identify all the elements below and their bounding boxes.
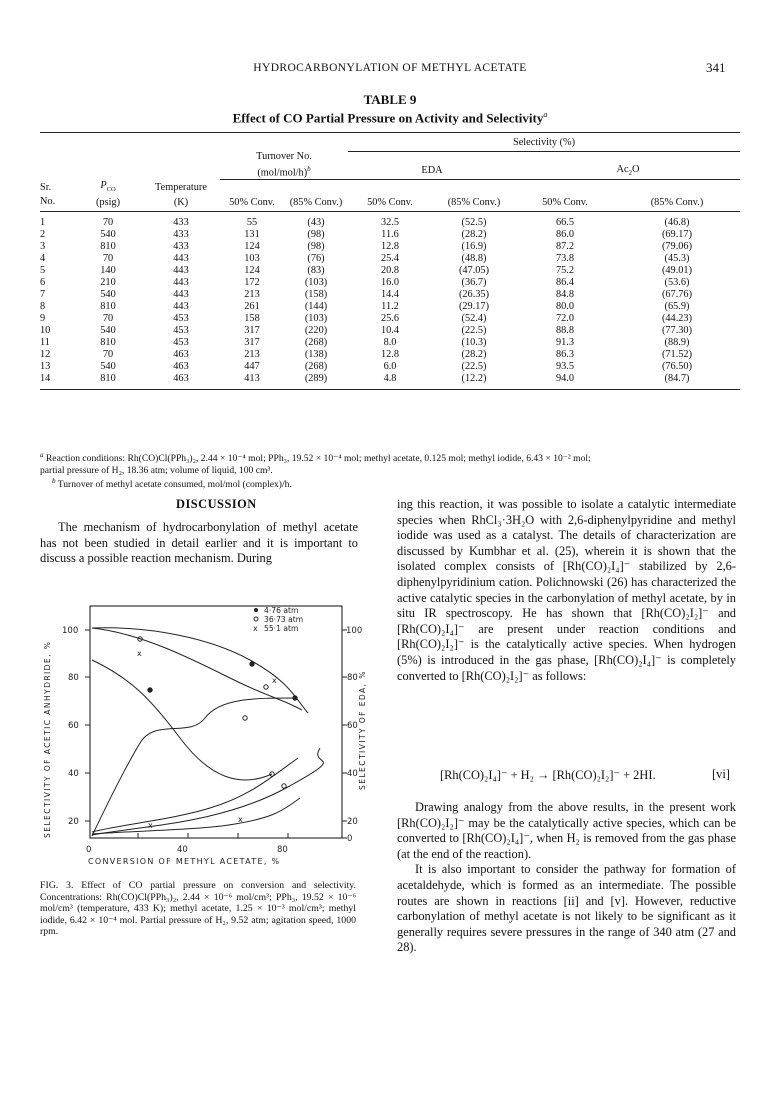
table-cell: (36.7) (461, 276, 487, 288)
table-cell: 1 (40, 216, 46, 228)
table-row (40, 373, 740, 385)
table-cell: 10 (40, 324, 51, 336)
marker (243, 716, 247, 720)
table-row (40, 325, 740, 337)
table-cell: 433 (173, 216, 189, 228)
no-header: No. (40, 195, 56, 207)
table-cell: 91.3 (555, 336, 575, 348)
table-cell: (46.8) (664, 216, 690, 228)
table-cell: (49.01) (661, 264, 693, 276)
table-cell: (76) (307, 252, 325, 264)
table-cell: (16.9) (461, 240, 487, 252)
table-cell: 66.5 (555, 216, 575, 228)
table-cell: 413 (244, 372, 260, 384)
table-cell: 11.6 (381, 228, 399, 240)
table-cell: 16.0 (380, 276, 400, 288)
table-cell: (103) (304, 312, 328, 324)
table-cell: 172 (244, 276, 260, 288)
table-cell: 4 (40, 252, 46, 264)
table-cell: (220) (304, 324, 328, 336)
figure-3 (40, 598, 370, 888)
svg-text:x: x (238, 815, 243, 824)
table-cell: 6.0 (383, 360, 397, 372)
table-row (40, 241, 740, 253)
table-cell: (67.76) (661, 288, 693, 300)
table-cell: (52.4) (461, 312, 487, 324)
table-row (40, 277, 740, 289)
table-cell: 3 (40, 240, 46, 252)
figure-caption: FIG. 3. Effect of CO partial pressure on conversion and selectivity. Concentrations: Rh(CO)Cl(PPh₃)₂, 2.44 × 10⁻⁶ mol/cm³; PPh₃, 19.52 × 10⁻⁶ mol/cm³ (temperature, 433 K); methyl acetate, 1.25 × 10⁻³ mol/cm³; methyl iodide, 6.42 × 10⁻⁴ mol. Partial pressure of H₂, 9.52 atm; agitation speed, 1000 rpm. (40, 880, 356, 938)
table-cell: 443 (173, 300, 189, 312)
table-cell: (28.2) (461, 348, 487, 360)
table-cell: (12.2) (461, 372, 487, 384)
table-cell: (83) (307, 264, 325, 276)
y-left-tick: 100 (62, 626, 79, 636)
x-markers (137, 649, 277, 830)
table-cell: (138) (304, 348, 328, 360)
table-cell: (98) (307, 240, 325, 252)
table-row (40, 337, 740, 349)
table-cell: (28.2) (461, 228, 487, 240)
y-right-tick: 80 (347, 673, 358, 683)
table-cell: (45.3) (664, 252, 690, 264)
table-cell: (84.7) (664, 372, 690, 384)
table-cell: 12 (40, 348, 51, 360)
table-cell: 8.0 (383, 336, 397, 348)
table-cell: (29.17) (458, 300, 490, 312)
table-cell: 86.4 (555, 276, 575, 288)
svg-text:x: x (148, 821, 153, 830)
table-cell: 80.0 (555, 300, 575, 312)
table-cell: 433 (173, 228, 189, 240)
table-cell: 70 (102, 216, 114, 228)
legend-item: 55·1 atm (264, 624, 299, 633)
table-cell: 463 (173, 372, 189, 384)
table-row (40, 361, 740, 373)
table-cell: (69.17) (661, 228, 693, 240)
table-cell: 213 (244, 348, 260, 360)
footnote-b: $^b$ Turnover of methyl acetate consumed, mol/mol (complex)/h. (52, 477, 292, 491)
table-cell: 84.8 (555, 288, 575, 300)
right-paragraph-2: Drawing analogy from the above results, in the present work [Rh(CO)₂I₂]⁻ may be the catalytically active species, which can be converted to [Rh(CO)₂I₄]⁻, when H₂ is removed from the gas phase (at the end of the reaction). (397, 800, 736, 861)
table-cell: 540 (100, 228, 116, 240)
table-cell: 13 (40, 360, 51, 372)
table-cell: 140 (100, 264, 116, 276)
table-cell: 447 (244, 360, 260, 372)
markers (138, 637, 297, 788)
page-number: 341 (706, 60, 726, 75)
table-cell: (52.5) (461, 216, 487, 228)
right-column-text-2 (397, 800, 736, 956)
y-left-tick: 20 (68, 817, 79, 827)
table-cell: 93.5 (555, 360, 575, 372)
table-cell: 810 (100, 372, 116, 384)
discussion-heading: DISCUSSION (176, 497, 257, 511)
table-cell: 158 (244, 312, 260, 324)
table-title: Effect of CO Partial Pressure on Activity and Selectivity$^a$ (232, 110, 548, 126)
table-cell: 8 (40, 300, 46, 312)
table-cell: 453 (173, 336, 189, 348)
table-cell: 70 (102, 252, 114, 264)
table-cell: 124 (244, 240, 260, 252)
table-row (40, 229, 740, 241)
y-right-tick: 0 (347, 834, 353, 844)
sub-header: 50% Conv. (542, 197, 588, 209)
y-right-tick: 60 (347, 721, 358, 731)
y-left-axis-label: SELECTIVITY OF ACETIC ANHYDRIDE, % (43, 640, 52, 838)
y-right-tick: 100 (346, 626, 363, 636)
left-ticks (85, 630, 347, 838)
marker (250, 662, 254, 666)
svg-text:x: x (253, 624, 258, 633)
marker (293, 696, 297, 700)
table-cell: 4.8 (383, 372, 397, 384)
table-row (40, 349, 740, 361)
x-tick: 80 (277, 845, 288, 855)
equation: [Rh(CO)₂I₄]⁻ + H₂ → [Rh(CO)₂I₂]⁻ + 2HI. (440, 768, 656, 782)
table-cell: 433 (173, 240, 189, 252)
table-cell: (76.50) (661, 360, 693, 372)
table-cell: (98) (307, 228, 325, 240)
table-cell: (47.05) (458, 264, 490, 276)
y-right-tick: 20 (347, 817, 358, 827)
table-cell: 810 (100, 300, 116, 312)
footnote-a: $^a$ Reaction conditions: Rh(CO)Cl(PPh₃)₂, 2.44 × 10⁻⁴ mol; PPh₃, 19.52 × 10⁻⁴ mol; methyl acetate, 0.125 mol; methyl iodide, 6.43 × 10⁻² mol; partial pressure of H₂, 18.36 atm; volume of liquid, 100 cm³. (40, 451, 591, 477)
eda-header: EDA (421, 165, 443, 177)
table-cell: 70 (102, 312, 114, 324)
table-cell: 443 (173, 264, 189, 276)
pco-header: $P_{CO}$ (100, 179, 116, 193)
table-cell: (43) (307, 216, 325, 228)
table-cell: 75.2 (555, 264, 575, 276)
table-cell: (158) (304, 288, 328, 300)
plot-frame (90, 606, 342, 838)
table-row (40, 265, 740, 277)
ac2o-header: $Ac_2O$ (616, 163, 640, 177)
turnover-units: $(mol/mol/h)^b$ (257, 165, 311, 179)
table-label: TABLE 9 (363, 92, 417, 107)
table-cell: 72.0 (555, 312, 575, 324)
table-cell: (103) (304, 276, 328, 288)
table-cell: (79.06) (661, 240, 693, 252)
table-cell: 124 (244, 264, 260, 276)
table-cell: 443 (173, 252, 189, 264)
table-cell: 213 (244, 288, 260, 300)
legend (253, 606, 303, 633)
table-cell: 443 (173, 276, 189, 288)
table-cell: 73.8 (555, 252, 575, 264)
table-cell: 443 (173, 288, 189, 300)
data-table (40, 132, 740, 390)
y-right-tick: 40 (347, 769, 358, 779)
table-cell: 32.5 (380, 216, 400, 228)
x-tick: 0 (86, 845, 92, 855)
table-cell: 103 (244, 252, 260, 264)
table-row (40, 313, 740, 325)
table-row (40, 253, 740, 265)
curve-eda-4 (92, 698, 295, 836)
x-axis-label: CONVERSION OF METHYL ACETATE, % (88, 857, 281, 866)
table-row (40, 217, 740, 229)
table-row (40, 289, 740, 301)
table-cell: 11.2 (381, 300, 399, 312)
marker (264, 685, 268, 689)
temperature-header: Temperature (155, 181, 207, 193)
legend-item: 36·73 atm (264, 615, 304, 624)
svg-text:x: x (137, 649, 142, 658)
tick-labels (62, 626, 362, 855)
table-cell: 317 (244, 336, 260, 348)
table-cell: (22.5) (461, 324, 487, 336)
left-column-text (40, 520, 358, 567)
running-title: HYDROCARBONYLATION OF METHYL ACETATE (253, 62, 527, 74)
curves (92, 628, 323, 836)
table-cell: 86.0 (555, 228, 575, 240)
table-cell: (44.23) (661, 312, 693, 324)
table-cell: (48.8) (461, 252, 487, 264)
table-cell: 540 (100, 288, 116, 300)
table-cell: (289) (304, 372, 328, 384)
table-cell: (144) (304, 300, 328, 312)
turnover-header: Turnover No. (256, 151, 312, 162)
table-cell: 5 (40, 264, 46, 276)
table-cell: (71.52) (661, 348, 693, 360)
table-cell: 88.8 (555, 324, 575, 336)
curve-eda-low (92, 798, 300, 834)
sr-header: Sr. (40, 181, 52, 193)
table-cell: 6 (40, 276, 46, 288)
legend-item: 4·76 atm (264, 606, 299, 615)
table-cell: 10.4 (380, 324, 400, 336)
table-cell: 463 (173, 348, 189, 360)
table-cell: 261 (244, 300, 260, 312)
sub-header: (85% Conv.) (289, 197, 343, 209)
sub-header: 50% Conv. (229, 197, 275, 209)
left-paragraph: The mechanism of hydrocarbonylation of methyl acetate has not been studied in detail earlier and it is important to discuss a possible reaction mechanism. During (40, 520, 358, 566)
table-cell: (88.9) (664, 336, 690, 348)
y-left-tick: 60 (68, 721, 79, 731)
table-cell: 7 (40, 288, 46, 300)
table-cell: 70 (102, 348, 114, 360)
table-cell: 540 (100, 324, 116, 336)
table-cell: 25.4 (380, 252, 400, 264)
marker (282, 784, 286, 788)
y-left-tick: 80 (68, 673, 79, 683)
y-right-axis-label: SELECTIVITY OF EDA, % (358, 670, 367, 790)
table-cell: (65.9) (664, 300, 690, 312)
table-cell: 55 (246, 216, 258, 228)
table-cell: 453 (173, 324, 189, 336)
table-cell: 94.0 (555, 372, 575, 384)
table-cell: 810 (100, 336, 116, 348)
sub-header: (85% Conv.) (650, 197, 704, 209)
table-cell: 12.8 (380, 348, 400, 360)
svg-text:x: x (272, 676, 277, 685)
curve-eda-36 (92, 758, 298, 832)
right-paragraph-3: It is also important to consider the pathway for formation of acetaldehyde, which is formed as an intermediate. The possible routes are shown in reactions [ii] and [v]. However, reductive carbonylation of methyl acetate is not likely to be significant as it generally requires severe pressures in the range of 340 atm (27 and 28). (397, 862, 736, 955)
table-cell: (77.30) (661, 324, 693, 336)
y-left-tick: 40 (68, 769, 79, 779)
marker (148, 688, 152, 692)
table-row (40, 301, 740, 313)
table-cell: (268) (304, 336, 328, 348)
table-cell: 86.3 (555, 348, 575, 360)
table-cell: (10.3) (461, 336, 487, 348)
pco-unit: (psig) (95, 197, 121, 209)
table-cell: 810 (100, 240, 116, 252)
right-paragraph-1: ing this reaction, it was possible to isolate a catalytic intermediate species when RhCl₃·3H₂O with 2,6-diphenylpyridine and methyl iodide was used as a catalyst. The details of characterization are discussed by Kumbhar et al. (25), wherein it is shown that the isolated complex consists of [Rh(CO)₂I₄]⁻ stabilized by 2,6-diphenylpyridinium cation. Polichnowski (26) has characterized the active catalytic species in the carbonylation of methyl acetate, by in situ IR spectroscopy. He has shown that [Rh(CO)₂I₂]⁻ and [Rh(CO)₂I₄]⁻ are present under reaction conditions and [Rh(CO)₂I₂]⁻ is the catalytically active species. When hydrogen (5%) is introduced in the gas phase, [Rh(CO)₂I₄]⁻ is completely converted to [Rh(CO)₂I₂]⁻ as follows: (397, 497, 736, 683)
table-cell: (53.6) (664, 276, 690, 288)
table-cell: 20.8 (380, 264, 400, 276)
table-cell: 14.4 (380, 288, 400, 300)
x-tick: 40 (177, 845, 188, 855)
curve-eda-55 (92, 748, 323, 835)
table-cell: 25.6 (380, 312, 400, 324)
table-cell: 87.2 (555, 240, 575, 252)
table-cell: 131 (244, 228, 260, 240)
sub-header: (85% Conv.) (447, 197, 501, 209)
temperature-unit: (K) (173, 197, 189, 209)
table-cell: 540 (100, 360, 116, 372)
table-cell: 11 (40, 336, 50, 348)
curve-ac2o-36 (92, 628, 302, 710)
equation-tag: [vi] (712, 767, 730, 781)
table-cell: 14 (40, 372, 51, 384)
selectivity-header: Selectivity (%) (512, 137, 576, 149)
table-cell: 2 (40, 228, 46, 240)
table-cell: (26.35) (458, 288, 490, 300)
table-cell: (268) (304, 360, 328, 372)
table-cell: (22.5) (461, 360, 487, 372)
curve-ac2o-55 (92, 628, 308, 713)
right-column-text (397, 497, 736, 684)
table-cell: 463 (173, 360, 189, 372)
table-cell: 12.8 (380, 240, 400, 252)
table-cell: 453 (173, 312, 189, 324)
table-cell: 210 (100, 276, 116, 288)
table-cell: 317 (244, 324, 260, 336)
sub-header: 50% Conv. (367, 197, 413, 209)
table-cell: 9 (40, 312, 46, 324)
